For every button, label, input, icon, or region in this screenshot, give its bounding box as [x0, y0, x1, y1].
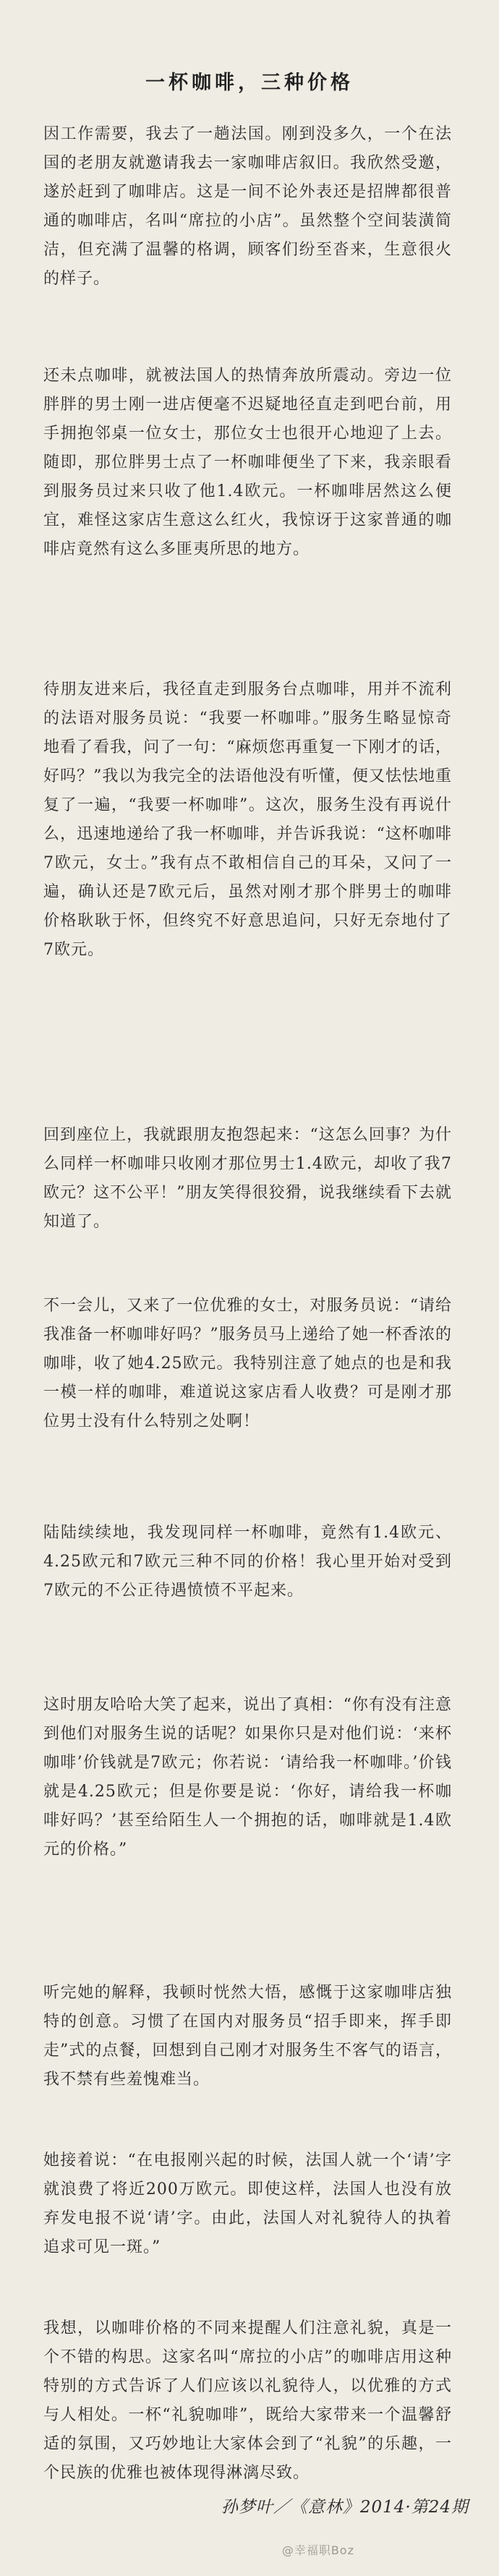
paragraph-6: 陆陆续续地，我发现同样一杯咖啡，竟然有1.4欧元、4.25欧元和7欧元三种不同的价格！我心里开始对受到7欧元的不公正待遇愤愤不平起来。: [43, 1524, 452, 1600]
paragraph-3: 待朋友进来后，我径直走到服务台点咖啡，用并不流利的法语对服务员说：“我要一杯咖啡。”服务生略显惊奇地看了看我，问了一句：“麻烦您再重复一下刚才的话，好吗？”我以为我完全的法语他没有听懂，便又怯怯地重复了一遍，“我要一杯咖啡”。这次，服务生没有再说什么，迅速地递给了我一杯咖啡，并告诉我说：“这杯咖啡7欧元，女士。”我有点不敢相信自己的耳朵，又问了一遍，确认还是7欧元后，虽然对刚才那个胖男士的咖啡价格耿耿于怀，但终究不好意思追问，只好无奈地付了7欧元。: [43, 681, 452, 959]
paragraph-10: 我想，以咖啡价格的不同来提醒人们注意礼貌，真是一个不错的构思。这家名叫“席拉的小店”的咖啡店用这种特别的方式告诉了人们应该以礼貌待人，以优雅的方式与人相处。一杯“礼貌咖啡”，既给大家带来一个温馨舒适的氛围，又巧妙地让大家体会到了“礼貌”的乐趣，一个民族的优雅也被体现得淋漓尽致。: [43, 2319, 452, 2482]
article-byline: 孙梦叶／《意林》2014·第24期: [221, 2498, 469, 2517]
paragraph-7: 这时朋友哈哈大笑了起来，说出了真相：“你有没有注意到他们对服务生说的话呢？如果你只是对他们说：‘来杯咖啡’价钱就是7欧元；你若说：‘请给我一杯咖啡。’价钱就是4.25欧元；但是你要是说：‘你好，请给我一杯咖啡好吗？’甚至给陌生人一个拥抱的话，咖啡就是1.4欧元的价格。”: [43, 1696, 452, 1859]
paragraph-9: 她接着说：“在电报刚兴起的时候，法国人就一个‘请’字就浪费了将近200万欧元。即使这样，法国人也没有放弃发电报不说‘请’字。由此，法国人对礼貌待人的执着追求可见一斑。”: [43, 2151, 452, 2256]
watermark: @幸福职Boz: [281, 2543, 354, 2557]
paragraph-1: 因工作需要，我去了一趟法国。刚到没多久，一个在法国的老朋友就邀请我去一家咖啡店叙旧。我欣然受邀，遂於赶到了咖啡店。这是一间不论外表还是招牌都很普通的咖啡店，名叫“席拉的小店”。虽然整个空间装潢简洁，但充满了温馨的格调，顾客们纷至沓来，生意很火的样子。: [43, 125, 452, 288]
article-title: 一杯咖啡，三种价格: [145, 72, 354, 95]
paragraph-4: 回到座位上，我就跟朋友抱怨起来：“这怎么回事？为什么同样一杯咖啡只收刚才那位男士1.4欧元，却收了我7欧元？这不公平！”朋友笑得很狡猾，说我继续看下去就知道了。: [43, 1126, 452, 1231]
paragraph-2: 还未点咖啡，就被法国人的热情奔放所震动。旁边一位胖胖的男士刚一进店便毫不迟疑地径直走到吧台前，用手拥抱邻桌一位女士，那位女士也很开心地迎了上去。随即，那位胖男士点了一杯咖啡便坐了下来，我亲眼看到服务员过来只收了他1.4欧元。一杯咖啡居然这么便宜，难怪这家店生意这么红火，我惊讶于这家普通的咖啡店竟然有这么多匪夷所思的地方。: [43, 367, 452, 558]
paragraph-8: 听完她的解释，我顿时恍然大悟，感慨于这家咖啡店独特的创意。习惯了在国内对服务员“招手即来，挥手即走”式的点餐，回想到自己刚才对服务生不客气的语言，我不禁有些羞愧难当。: [43, 1984, 452, 2089]
paragraph-5: 不一会儿，又来了一位优雅的女士，对服务员说：“请给我准备一杯咖啡好吗？”服务员马上递给了她一杯香浓的咖啡，收了她4.25欧元。我特别注意了她点的也是和我一模一样的咖啡，难道说这家店看人收费？可是刚才那位男士没有什么特别之处啊！: [43, 1297, 452, 1430]
